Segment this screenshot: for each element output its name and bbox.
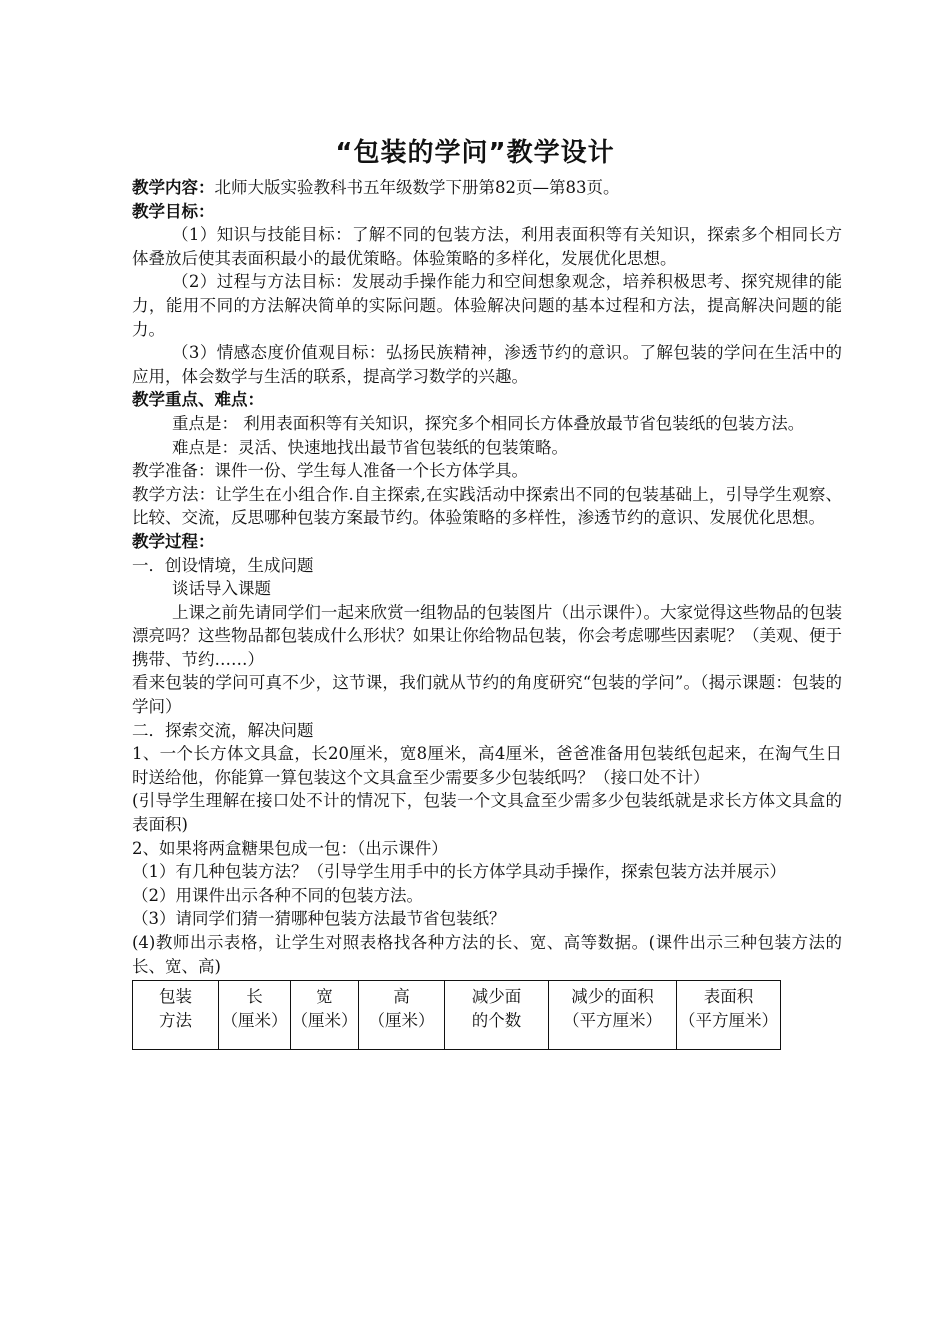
- table-header-row: [133, 981, 781, 1050]
- question-1: 1、一个长方体文具盒，长20厘米，宽8厘米，高4厘米，爸爸准备用包装纸包起来，在淘气生日时送给他，你能算一算包装这个文具盒至少需要多少包装纸吗？（接口处不计）: [132, 744, 842, 787]
- method: 教学方法：让学生在小组合作.自主探索,在实践活动中探索出不同的包装基础上，引导学生观察、比较、交流，反思哪种包装方案最节约。体验策略的多样性，渗透节约的意识、发展优化思想。: [132, 484, 842, 528]
- difficulty-point: 难点是：灵活、快速地找出最节省包装纸的包装策略。: [172, 437, 568, 457]
- packing-table: [132, 980, 781, 1050]
- objective-3: （3）情感态度价值观目标：弘扬民族精神，渗透节约的意识。了解包装的学问在生活中的应用，体会数学与生活的联系，提高学习数学的兴趣。: [132, 343, 842, 386]
- content-text: 北师大版实验教科书五年级数学下册第82页—第83页。: [214, 178, 620, 197]
- content-label: 教学内容：: [132, 178, 215, 197]
- objective-1: （1）知识与技能目标：了解不同的包装方法，利用表面积等有关知识，探索多个相同长方体叠放后使其表面积最小的最优策略。体验策略的多样化，发展优化思想。: [132, 225, 842, 268]
- section1-para1: 上课之前先请同学们一起来欣赏一组物品的包装图片（出示课件）。大家觉得这些物品的包装漂亮吗？这些物品都包装成什么形状？如果让你给物品包装，你会考虑哪些因素呢？（美观、便于携带、节约……）: [132, 602, 842, 669]
- step-1: （1）有几种包装方法？（引导学生用手中的长方体学具动手操作，探索包装方法并展示）: [132, 862, 786, 882]
- header-width: 宽 （厘米）: [291, 981, 359, 1050]
- header-length: 长 （厘米）: [219, 981, 291, 1050]
- header-method: 包装 方法: [133, 981, 219, 1050]
- document-body: [132, 176, 842, 1050]
- step-2: （2）用课件出示各种不同的包装方法。: [132, 885, 423, 905]
- process-label: 教学过程：: [132, 531, 215, 551]
- section1-para2: 看来包装的学问可真不少，这节课，我们就从节约的角度研究“包装的学问”。（揭示课题：包装的学问）: [132, 673, 842, 717]
- section1-sub: 谈话导入课题: [172, 579, 271, 599]
- header-reduced-faces: 减少面 的个数: [445, 981, 549, 1050]
- section2-heading: 二．探索交流，解决问题: [132, 720, 314, 740]
- section1-heading: 一．创设情境，生成问题: [132, 555, 314, 575]
- key-points-label: 教学重点、难点：: [132, 390, 264, 410]
- key-point: 重点是： 利用表面积等有关知识，探究多个相同长方体叠放最节省包装纸的包装方法。: [172, 413, 805, 433]
- content-line: [132, 176, 842, 200]
- header-height: 高 （厘米）: [359, 981, 445, 1050]
- preparation: 教学准备：课件一份、学生每人准备一个长方体学具。: [132, 461, 528, 481]
- header-surface-area: 表面积 （平方厘米）: [677, 981, 781, 1050]
- step-4: (4)教师出示表格，让学生对照表格找各种方法的长、宽、高等数据。(课件出示三种包装方法的长、宽、高): [132, 933, 842, 976]
- question-1-note: (引导学生理解在接口处不计的情况下，包装一个文具盒至少需多少包装纸就是求长方体文具盒的表面积): [132, 791, 842, 835]
- step-3: （3）请同学们猜一猜哪种包装方法最节省包装纸？: [132, 909, 506, 929]
- objective-2: （2）过程与方法目标：发展动手操作能力和空间想象观念，培养积极思考、探究规律的能力，能用不同的方法解决简单的实际问题。体验解决问题的基本过程和方法，提高解决问题的能力。: [132, 272, 842, 339]
- document-title: “包装的学问”教学设计: [335, 138, 615, 168]
- objectives-label: 教学目标：: [132, 201, 215, 221]
- question-2: 2、如果将两盒糖果包成一包：（出示课件）: [132, 838, 448, 858]
- header-reduced-area: 减少的面积 （平方厘米）: [549, 981, 677, 1050]
